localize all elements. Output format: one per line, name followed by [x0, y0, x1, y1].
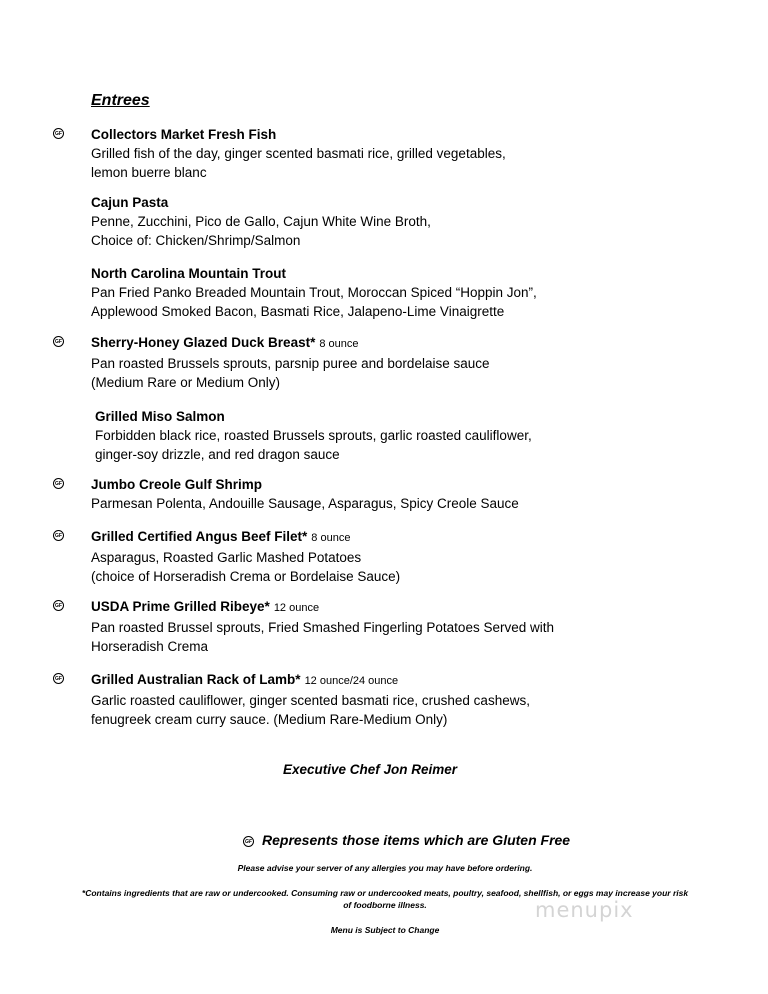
menu-item — [95, 407, 695, 464]
item-name: Cajun Pasta — [91, 195, 169, 210]
item-name: Grilled Certified Angus Beef Filet* — [91, 529, 308, 544]
menu-item — [91, 597, 691, 656]
menu-item — [91, 333, 691, 392]
item-description: Grilled fish of the day, ginger scented basmati rice, grilled vegetables, lemon buerre blanc — [91, 146, 506, 180]
chef-credit: Executive Chef Jon Reimer — [282, 762, 458, 777]
item-description: Parmesan Polenta, Andouille Sausage, Asparagus, Spicy Creole Sauce — [91, 496, 519, 511]
gluten-free-icon: GF — [53, 530, 64, 541]
item-name: Grilled Australian Rack of Lamb* — [91, 672, 301, 687]
item-name: Sherry-Honey Glazed Duck Breast* — [91, 335, 316, 350]
menu-item — [91, 475, 691, 513]
gluten-free-icon: GF — [53, 600, 64, 611]
gluten-free-icon: GF — [53, 478, 64, 489]
item-description: Garlic roasted cauliflower, ginger scented basmati rice, crushed cashews, fenugreek cream curry sauce. (Medium Rare-Medium Only) — [91, 693, 530, 727]
item-name: Grilled Miso Salmon — [95, 409, 225, 424]
section-title: Entrees — [91, 92, 150, 109]
gluten-free-legend — [243, 832, 570, 848]
legend-text: Represents those items which are Gluten Free — [262, 832, 571, 848]
item-name: USDA Prime Grilled Ribeye* — [91, 599, 270, 614]
watermark: menupix — [535, 898, 634, 922]
item-description: Pan roasted Brussels sprouts, parsnip puree and bordelaise sauce (Medium Rare or Medium Only) — [91, 356, 490, 390]
raw-food-warning: *Contains ingredients that are raw or undercooked. Consuming raw or undercooked meats, poultry, seafood, shellfish, or eggs may increase your risk of foodborne illness. — [81, 888, 689, 910]
item-description: Pan roasted Brussel sprouts, Fried Smashed Fingerling Potatoes Served with Horseradish Crema — [91, 620, 554, 654]
gluten-free-icon: GF — [53, 336, 64, 347]
item-description: Forbidden black rice, roasted Brussels sprouts, garlic roasted cauliflower, ginger-soy drizzle, and red dragon sauce — [95, 428, 532, 462]
menu-item — [91, 527, 691, 586]
item-size: 8 ounce — [319, 338, 359, 350]
gluten-free-icon: GF — [53, 673, 64, 684]
menu-item — [91, 193, 691, 250]
menu-item — [91, 125, 691, 182]
menu-item — [91, 264, 691, 321]
menu-item — [91, 670, 691, 729]
item-description: Pan Fried Panko Breaded Mountain Trout, Moroccan Spiced “Hoppin Jon”, Applewood Smoked Bacon, Basmati Rice, Jalapeno-Lime Vinaigrette — [91, 285, 537, 319]
gluten-free-icon: GF — [53, 128, 64, 139]
item-name: North Carolina Mountain Trout — [91, 266, 286, 281]
item-name: Collectors Market Fresh Fish — [91, 127, 277, 142]
item-name: Jumbo Creole Gulf Shrimp — [91, 477, 263, 492]
item-size: 12 ounce — [273, 602, 320, 614]
item-description: Asparagus, Roasted Garlic Mashed Potatoes (choice of Horseradish Crema or Bordelaise Sauce) — [91, 550, 401, 584]
menu-change-note: Menu is Subject to Change — [330, 925, 440, 935]
item-size: 12 ounce/24 ounce — [304, 675, 399, 687]
item-description: Penne, Zucchini, Pico de Gallo, Cajun White Wine Broth, Choice of: Chicken/Shrimp/Salmon — [91, 214, 431, 248]
item-size: 8 ounce — [311, 532, 351, 544]
gluten-free-icon: GF — [243, 836, 254, 847]
allergy-note: Please advise your server of any allergies you may have before ordering. — [237, 863, 533, 873]
